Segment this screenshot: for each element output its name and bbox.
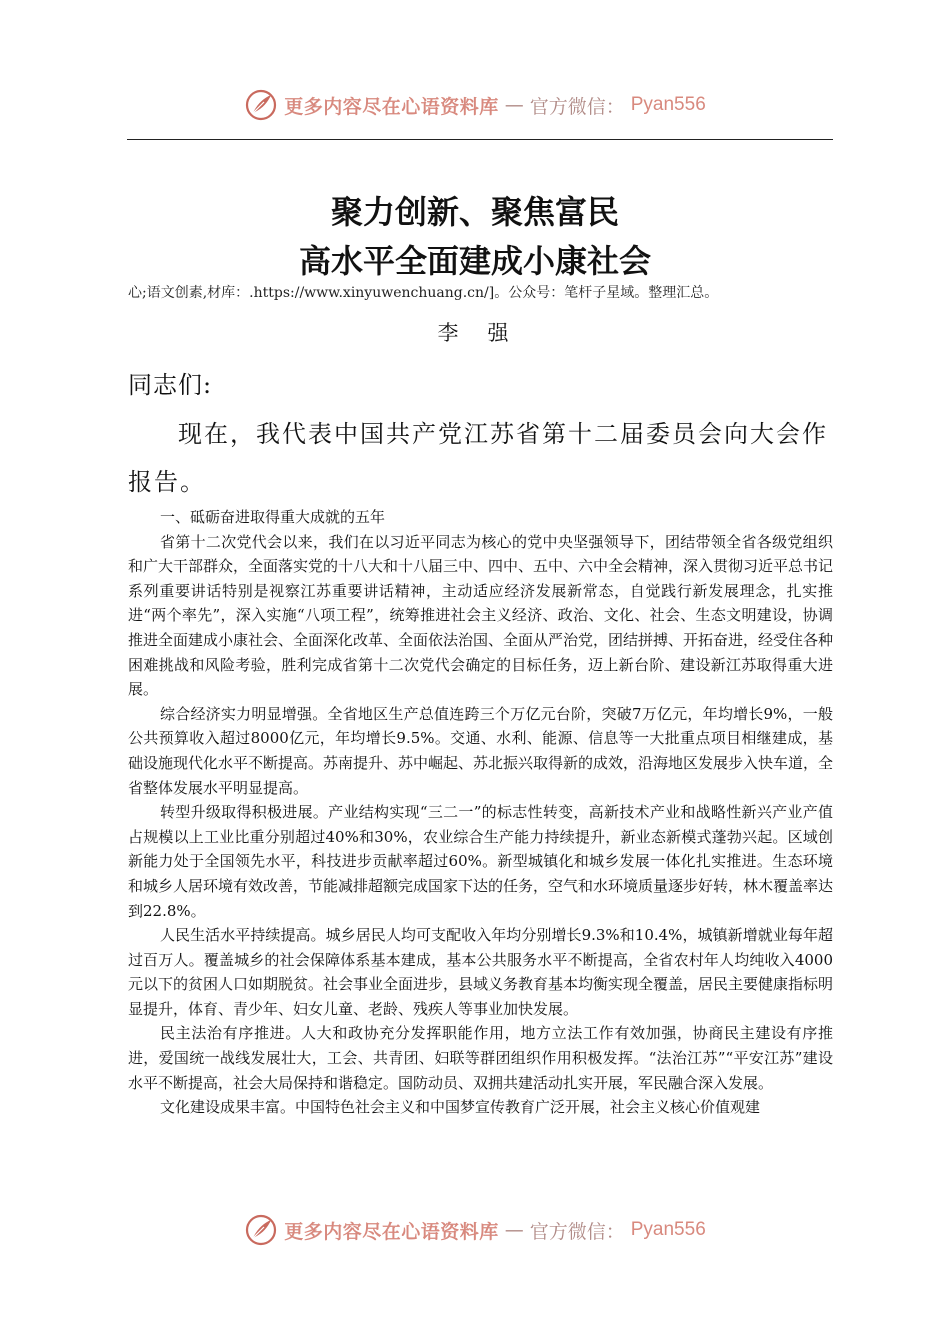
header-divider	[127, 139, 833, 140]
document-body	[128, 505, 833, 1120]
watermark-separator: —	[504, 1219, 524, 1241]
watermark-wechat-label: 官方微信：	[529, 1220, 625, 1243]
watermark-wechat-id: Pyan556	[630, 94, 706, 115]
author-name: 李 强	[437, 321, 513, 345]
body-paragraph: 民主法治有序推进。人大和政协充分发挥职能作用，地方立法工作有效加强，协商民主建设有序推进，爱国统一战线发展壮大，工会、共青团、妇联等群团组织作用积极发挥。“法治江苏”“平安江苏”建设水平不断提高，社会大局保持和谐稳定。国防动员、双拥共建活动扎实开展，军民融合深入发展。	[128, 1024, 833, 1092]
watermark-wechat-label: 官方微信：	[529, 95, 625, 118]
watermark-separator: —	[504, 94, 524, 116]
feather-quill-logo-icon	[244, 88, 278, 122]
body-paragraph: 文化建设成果丰富。中国特色社会主义和中国梦宣传教育广泛开展，社会主义核心价值观建	[160, 1098, 761, 1117]
body-paragraph: 综合经济实力明显增强。全省地区生产总值连跨三个万亿元台阶，突破7万亿元，年均增长9%，一般公共预算收入超过8000亿元，年均增长9.5%。交通、水利、能源、信息等一大批重点项目相继建成，基础设施现代化水平不断提高。苏南提升、苏中崛起、苏北振兴取得新的成效，沿海地区发展步入快车道，全省整体发展水平明显提高。	[128, 704, 834, 797]
footer-watermark	[0, 1210, 950, 1250]
watermark-text: 更多内容尽在心语资料库	[284, 1220, 499, 1243]
opening-sentence: 现在，我代表中国共产党江苏省第十二届委员会向大会作报告。	[128, 420, 828, 496]
watermark-group	[244, 88, 706, 122]
body-paragraph: 人民生活水平持续提高。城乡居民人均可支配收入年均分别增长9.3%和10.4%，城镇新增就业每年超过百万人。覆盖城乡的社会保障体系基本建成，基本公共服务水平不断提高，全省农村年人均纯收入4000元以下的贫困人口如期脱贫。社会事业全面进步，县域义务教育基本均衡实现全覆盖，居民主要健康指标明显提升，体育、青少年、妇女儿童、老龄、残疾人等事业加快发展。	[128, 926, 834, 1018]
source-line: 心;语文创素,材库：.https://www.xinyuwenchuang.cn/]。公众号：笔杆子星域。整理汇总。	[128, 285, 719, 301]
body-paragraph: 转型升级取得积极进展。产业结构实现“三二一”的标志性转变，高新技术产业和战略性新兴产业产值占规模以上工业比重分别超过40%和30%，农业综合生产能力持续提升，新业态新模式蓬勃兴起。区域创新能力处于全国领先水平，科技进步贡献率超过60%。新型城镇化和城乡发展一体化扎实推进。生态环境和城乡人居环境有效改善，节能减排超额完成国家下达的任务，空气和水环境质量逐步好转，林木覆盖率达到22.8%。	[128, 803, 834, 920]
watermark-group	[244, 1213, 706, 1247]
greeting: 同志们:	[128, 371, 213, 399]
document-title-line2: 高水平全面建成小康社会	[298, 242, 651, 280]
body-paragraph: 省第十二次党代会以来，我们在以习近平同志为核心的党中央坚强领导下，团结带领全省各级党组织和广大干部群众，全面落实党的十八大和十八届三中、四中、五中、六中全会精神，深入贯彻习近平总书记系列重要讲话特别是视察江苏重要讲话精神，主动适应经济发展新常态，自觉践行新发展理念，扎实推进“两个率先”，深入实施“八项工程”，统筹推进社会主义经济、政治、文化、社会、生态文明建设，协调推进全面建成小康社会、全面深化改革、全面依法治国、全面从严治党，团结拼搏、开拓奋进，经受住各种困难挑战和风险考验，胜利完成省第十二次党代会确定的目标任务，迈上新台阶、建设新江苏取得重大进展。	[128, 532, 834, 699]
header-watermark	[0, 85, 950, 125]
feather-quill-logo-icon	[244, 1213, 278, 1247]
document-title-line1: 聚力创新、聚焦富民	[330, 193, 619, 231]
watermark-text: 更多内容尽在心语资料库	[284, 95, 499, 118]
watermark-wechat-id: Pyan556	[630, 1219, 706, 1240]
section-heading: 一、砥砺奋进取得重大成就的五年	[160, 508, 386, 526]
